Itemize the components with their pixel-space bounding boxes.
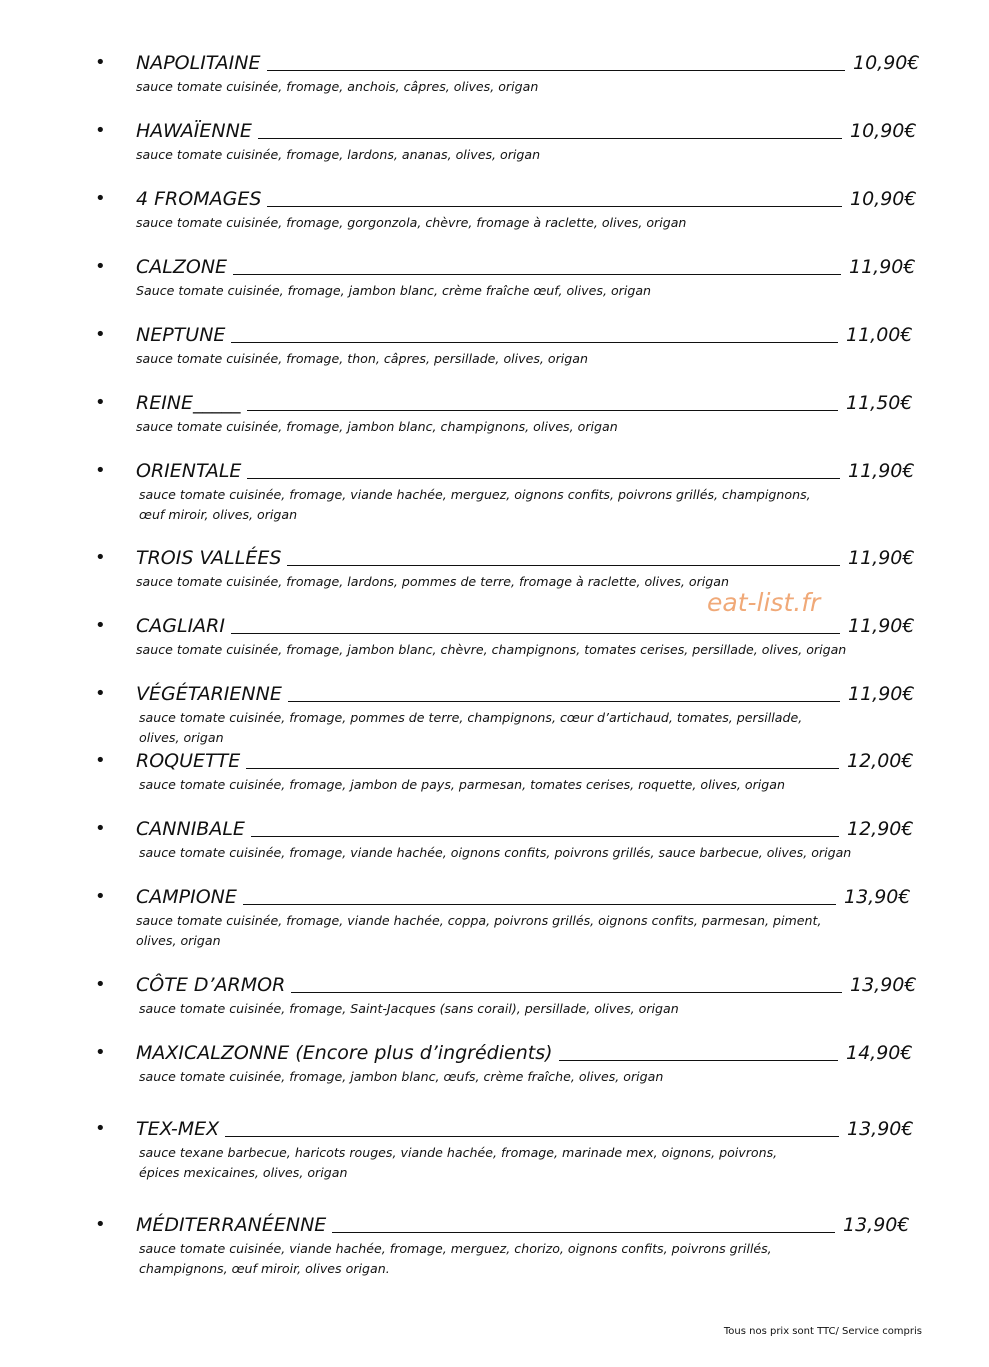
item-description: sauce tomate cuisinée, fromage, jambon blanc, champignons, olives, origan: [136, 419, 618, 434]
leader-line: [287, 565, 840, 566]
item-name: NAPOLITAINE: [136, 52, 261, 74]
bullet: •: [95, 974, 106, 995]
leader-line: [267, 70, 846, 71]
item-price: 13,90€: [844, 886, 911, 908]
leader-line: [233, 274, 841, 275]
item-description: sauce tomate cuisinée, fromage, jambon blanc, œufs, crème fraîche, olives, origan: [139, 1069, 664, 1084]
item-name: TEX-MEX: [136, 1118, 220, 1140]
item-name: HAWAÏENNE: [136, 120, 252, 142]
item-name: VÉGÉTARIENNE: [136, 683, 282, 705]
bullet: •: [95, 818, 106, 839]
leader-line: [231, 342, 838, 343]
item-description: sauce tomate cuisinée, fromage, viande hachée, coppa, poivrons grillés, oignons confits, parmesan, piment, olives, origan: [136, 913, 822, 948]
item-price: 11,90€: [848, 547, 915, 569]
item-price: 13,90€: [843, 1214, 910, 1236]
item-description: sauce tomate cuisinée, fromage, jambon blanc, chèvre, champignons, tomates cerises, persillade, olives, origan: [136, 642, 847, 657]
item-name: NEPTUNE: [136, 324, 226, 346]
item-name: MÉDITERRANÉENNE: [136, 1214, 327, 1236]
bullet: •: [95, 1118, 106, 1139]
item-name: TROIS VALLÉES: [136, 547, 282, 569]
item-price: 11,90€: [848, 460, 915, 482]
item-name: 4 FROMAGES: [136, 188, 262, 210]
bullet: •: [95, 188, 106, 209]
item-price: 13,90€: [847, 1118, 914, 1140]
item-description: Sauce tomate cuisinée, fromage, jambon blanc, crème fraîche œuf, olives, origan: [136, 283, 652, 298]
bullet: •: [95, 615, 106, 636]
item-description: sauce tomate cuisinée, fromage, viande hachée, oignons confits, poivrons grillés, sauce barbecue, olives, origan: [139, 845, 852, 860]
item-price: 11,90€: [848, 615, 915, 637]
item-name: REINE_____: [136, 392, 241, 414]
item-price: 11,00€: [846, 324, 913, 346]
item-name: ORIENTALE: [136, 460, 242, 482]
leader-line: [251, 836, 839, 837]
leader-line: [246, 768, 839, 769]
item-description: sauce tomate cuisinée, fromage, gorgonzola, chèvre, fromage à raclette, olives, origan: [136, 215, 687, 230]
item-price: 11,50€: [846, 392, 913, 414]
bullet: •: [95, 52, 106, 73]
item-name: CAGLIARI: [136, 615, 225, 637]
bullet: •: [95, 392, 106, 413]
leader-line: [559, 1060, 838, 1061]
item-name: ROQUETTE: [136, 750, 241, 772]
bullet: •: [95, 683, 106, 704]
item-name: CANNIBALE: [136, 818, 245, 840]
item-name: CAMPIONE: [136, 886, 237, 908]
item-name: MAXICALZONNE (Encore plus d’ingrédients): [136, 1042, 553, 1064]
item-description: sauce tomate cuisinée, fromage, viande hachée, merguez, oignons confits, poivrons grillés, champignons, œuf miroir, olives, origan: [139, 487, 811, 522]
bullet: •: [95, 256, 106, 277]
item-description: sauce tomate cuisinée, fromage, anchois, câpres, olives, origan: [136, 79, 539, 94]
item-price: 11,90€: [848, 683, 915, 705]
leader-line: [291, 992, 842, 993]
item-price: 14,90€: [846, 1042, 913, 1064]
leader-line: [288, 701, 840, 702]
item-price: 13,90€: [850, 974, 917, 996]
bullet: •: [95, 886, 106, 907]
leader-line: [247, 410, 838, 411]
item-description: sauce tomate cuisinée, fromage, pommes de terre, champignons, cœur d’artichaud, tomates, persillade, olives, origan: [139, 710, 803, 745]
bullet: •: [95, 1214, 106, 1235]
leader-line: [332, 1232, 835, 1233]
item-price: 12,00€: [847, 750, 914, 772]
bullet: •: [95, 750, 106, 771]
footer-note: Tous nos prix sont TTC/ Service compris: [723, 1326, 922, 1337]
leader-line: [267, 206, 842, 207]
bullet: •: [95, 120, 106, 141]
bullet: •: [95, 1042, 106, 1063]
leader-line: [225, 1136, 839, 1137]
item-price: 11,90€: [849, 256, 916, 278]
item-description: sauce tomate cuisinée, fromage, jambon de pays, parmesan, tomates cerises, roquette, olives, origan: [139, 777, 785, 792]
leader-line: [243, 904, 836, 905]
watermark: eat-list.fr: [707, 588, 821, 617]
item-description: sauce tomate cuisinée, fromage, lardons, pommes de terre, fromage à raclette, olives, origan: [136, 574, 729, 589]
item-description: sauce texane barbecue, haricots rouges, viande hachée, fromage, marinade mex, oignons, poivrons, épices mexicaines, olives, origan: [139, 1145, 778, 1180]
item-description: sauce tomate cuisinée, fromage, thon, câpres, persillade, olives, origan: [136, 351, 588, 366]
leader-line: [231, 633, 840, 634]
item-name: CÔTE D’ARMOR: [136, 974, 286, 996]
leader-line: [258, 138, 842, 139]
bullet: •: [95, 547, 106, 568]
leader-line: [247, 478, 840, 479]
item-price: 10,90€: [853, 52, 920, 74]
item-description: sauce tomate cuisinée, viande hachée, fromage, merguez, chorizo, oignons confits, poivrons grillés, champignons, œuf miroir, olives origan.: [139, 1241, 772, 1276]
bullet: •: [95, 460, 106, 481]
item-price: 12,90€: [847, 818, 914, 840]
item-price: 10,90€: [850, 120, 917, 142]
bullet: •: [95, 324, 106, 345]
item-description: sauce tomate cuisinée, fromage, Saint-Jacques (sans corail), persillade, olives, origan: [139, 1001, 679, 1016]
item-description: sauce tomate cuisinée, fromage, lardons, ananas, olives, origan: [136, 147, 541, 162]
item-name: CALZONE: [136, 256, 228, 278]
item-price: 10,90€: [850, 188, 917, 210]
